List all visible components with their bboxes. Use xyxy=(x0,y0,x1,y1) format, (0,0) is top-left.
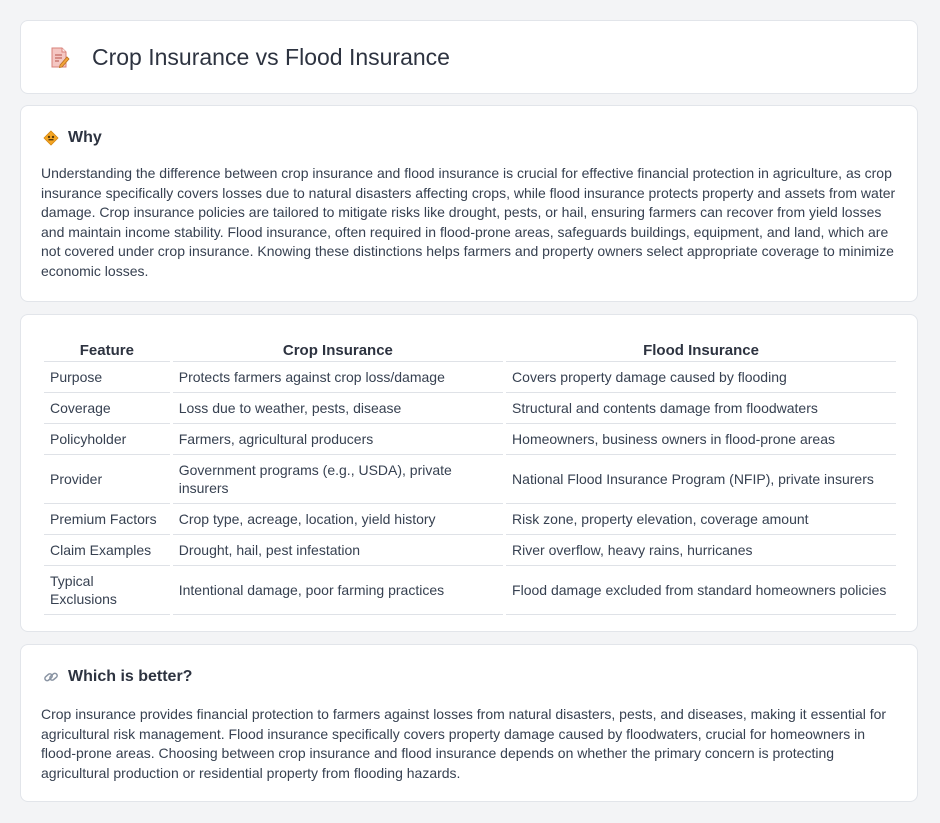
comparison-section xyxy=(20,314,918,632)
flood-insurance-cell: Risk zone, property elevation, coverage amount xyxy=(506,504,896,535)
header-card xyxy=(20,20,918,94)
link-icon xyxy=(43,669,59,685)
which-is-better-text: Crop insurance provides financial protection to farmers against losses from natural disasters, pests, and diseases, making it essential for agricultural risk management. Flood insurance specifically covers property damage caused by floodwaters, crucial for homeowners in flood-prone areas. Choosing between crop insurance and flood insurance depends on whether the primary concern is protecting agricultural production or residential property from flooding hazards. xyxy=(41,706,887,781)
crop-insurance-cell: Government programs (e.g., USDA), private insurers xyxy=(173,455,503,504)
flood-insurance-cell: National Flood Insurance Program (NFIP), private insurers xyxy=(506,455,896,504)
which-is-better-title: Which is better? xyxy=(68,668,193,685)
diamond-sign-icon xyxy=(43,130,59,146)
comparison-table xyxy=(41,335,899,615)
table-row xyxy=(44,393,896,424)
feature-cell: Provider xyxy=(44,455,170,504)
column-header-flood-insurance: Flood Insurance xyxy=(506,335,896,362)
table-header-row xyxy=(44,335,896,362)
column-header-feature: Feature xyxy=(44,335,170,362)
feature-cell: Policyholder xyxy=(44,424,170,455)
flood-insurance-cell: Homeowners, business owners in flood-prone areas xyxy=(506,424,896,455)
feature-cell: Coverage xyxy=(44,393,170,424)
flood-insurance-cell: River overflow, heavy rains, hurricanes xyxy=(506,535,896,566)
table-row xyxy=(44,566,896,615)
crop-insurance-cell: Farmers, agricultural producers xyxy=(173,424,503,455)
which-is-better-heading xyxy=(43,667,192,687)
feature-cell: Purpose xyxy=(44,362,170,393)
flood-insurance-cell: Flood damage excluded from standard homeowners policies xyxy=(506,566,896,615)
feature-cell: Premium Factors xyxy=(44,504,170,535)
flood-insurance-cell: Covers property damage caused by flooding xyxy=(506,362,896,393)
table-row xyxy=(44,535,896,566)
feature-cell: Typical Exclusions xyxy=(44,566,170,615)
why-section xyxy=(20,105,918,302)
document-pencil-icon xyxy=(47,46,71,70)
page-title: Crop Insurance vs Flood Insurance xyxy=(92,44,450,70)
crop-insurance-cell: Crop type, acreage, location, yield history xyxy=(173,504,503,535)
feature-cell: Claim Examples xyxy=(44,535,170,566)
table-row xyxy=(44,362,896,393)
which-is-better-section xyxy=(20,644,918,802)
table-row xyxy=(44,504,896,535)
why-text: Understanding the difference between crop insurance and flood insurance is crucial for effective financial protection in agriculture, as crop insurance specifically covers losses due to natural disasters affecting crops, while flood insurance protects property and assets from water damage. Crop insurance policies are tailored to mitigate risks like drought, pests, or hail, ensuring farmers can recover from yield losses and maintain income stability. Flood insurance, often required in flood-prone areas, safeguards buildings, equipment, and land, which are not covered under crop insurance. Knowing these distinctions helps farmers and property owners select appropriate coverage to minimize economic losses. xyxy=(41,165,896,279)
table-row xyxy=(44,455,896,504)
crop-insurance-cell: Loss due to weather, pests, disease xyxy=(173,393,503,424)
flood-insurance-cell: Structural and contents damage from floodwaters xyxy=(506,393,896,424)
column-header-crop-insurance: Crop Insurance xyxy=(173,335,503,362)
why-title: Why xyxy=(68,129,102,146)
why-heading xyxy=(43,128,102,148)
table-row xyxy=(44,424,896,455)
crop-insurance-cell: Protects farmers against crop loss/damage xyxy=(173,362,503,393)
crop-insurance-cell: Drought, hail, pest infestation xyxy=(173,535,503,566)
crop-insurance-cell: Intentional damage, poor farming practices xyxy=(173,566,503,615)
